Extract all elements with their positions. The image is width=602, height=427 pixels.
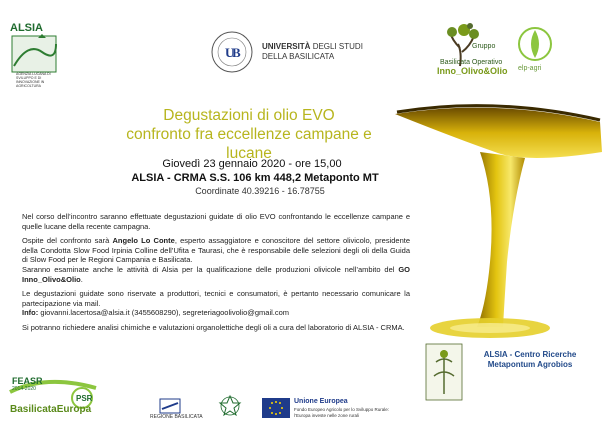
- university-name-line1: UNIVERSITÀ: [262, 42, 311, 51]
- centre-name-line1: ALSIA - Centro Ricerche: [483, 350, 577, 359]
- paragraph-participation: [22, 289, 410, 318]
- centre-name: [470, 350, 590, 370]
- paragraph-intro: Nel corso dell’incontro saranno effettuate degustazioni guidate di olio EVO confrontando le eccellenze campane e quelle lucane della recente campagna.: [22, 212, 410, 231]
- alsia-activities: Saranno esaminate anche le attività di Alsia per la qualificazione delle produzioni olivicole nell’ambito del: [22, 264, 399, 274]
- event-description: [22, 212, 410, 338]
- paragraph-guest: [22, 236, 410, 284]
- guest-name: Angelo Lo Conte: [112, 236, 175, 246]
- guest-description: , esperto assaggiatore e conoscitore del settore olivicolo, presidente della Condotta Slow Food Irpinia Colline dell’Ufita e Taurasi, che è responsabile delle selezioni degli oli della Guida di Slow Food per le Regioni Campania e Basilicata.: [22, 236, 410, 265]
- go-name: GO Inno_Olivo&Olio: [22, 264, 410, 284]
- feasr-years: 2014-2020: [12, 386, 36, 392]
- event-title-line1: Degustazioni di olio EVO: [163, 107, 335, 124]
- eu-title: Unione Europea: [294, 398, 348, 405]
- elp-agri-icon: [515, 24, 555, 64]
- alsia-logo: [8, 22, 74, 88]
- feasr-psr-logo: [6, 370, 100, 420]
- psr-text: PSR: [76, 394, 93, 403]
- basilicata-europa-text: BasilicataEuropa: [10, 404, 92, 415]
- participation-text: Le degustazioni guidate sono riservate a produttori, tecnici e consumatori, è pertanto necessario comunicare la partecipazione via mail.: [22, 289, 410, 308]
- university-name-line1b: DEGLI STUDI: [312, 42, 363, 51]
- alsia-logo-text: ALSIA: [10, 22, 43, 34]
- agrobios-emblem-icon: [424, 342, 464, 402]
- feasr-text: FEASR: [12, 376, 43, 386]
- event-title: [104, 106, 394, 163]
- info-label: Info:: [22, 308, 39, 318]
- go-label2: Basilicata Operativo: [440, 59, 503, 66]
- italian-republic-emblem-icon: [218, 394, 242, 420]
- university-name-line2: DELLA BASILICATA: [262, 52, 335, 61]
- paragraph-analysis: Si potranno richiedere analisi chimiche e valutazioni organolettiche degli oli a cura del laboratorio di ALSIA - CRMA.: [22, 322, 405, 332]
- svg-text:B: B: [232, 45, 241, 60]
- event-venue: ALSIA - CRMA S.S. 106 km 448,2 Metaponto MT: [131, 172, 379, 184]
- go-label1: Gruppo: [472, 43, 496, 50]
- centre-name-line2: Metapontum Agrobios: [487, 360, 573, 369]
- go-title: Inno_Olivo&Olio: [437, 66, 508, 76]
- university-name: [262, 42, 363, 62]
- event-date: Giovedì 23 gennaio 2020 - ore 15,00: [162, 158, 342, 170]
- svg-text:U: U: [225, 45, 235, 60]
- eu-flag-icon: [262, 398, 290, 418]
- eu-subtitle: Fondo Europeo Agricolo per lo Sviluppo Rurale: l’Europa investe nelle zone rurali: [294, 407, 390, 418]
- event-coordinates: Coordinate 40.39216 - 16.78755: [195, 186, 325, 196]
- olive-oil-pour-image: [385, 92, 602, 342]
- alsia-subtitle: AGENZIA LUCANA DI SVILUPPO E DI INNOVAZIONE IN AGRICOLTURA: [16, 72, 51, 88]
- elp-agri-text: elp-agri: [518, 65, 542, 72]
- guest-intro: Ospite del confronto sarà: [22, 236, 113, 246]
- event-title-line2: confronto fra eccellenze campane e lucane: [126, 126, 372, 162]
- info-contacts[interactable]: giovanni.lacertosa@alsia.it (3455608290), segreteriagoolivolio@gmail.com: [38, 308, 290, 318]
- guest-end: .: [80, 274, 83, 284]
- university-seal-icon: [210, 30, 254, 74]
- regione-basilicata-text: REGIONE BASILICATA: [150, 414, 203, 420]
